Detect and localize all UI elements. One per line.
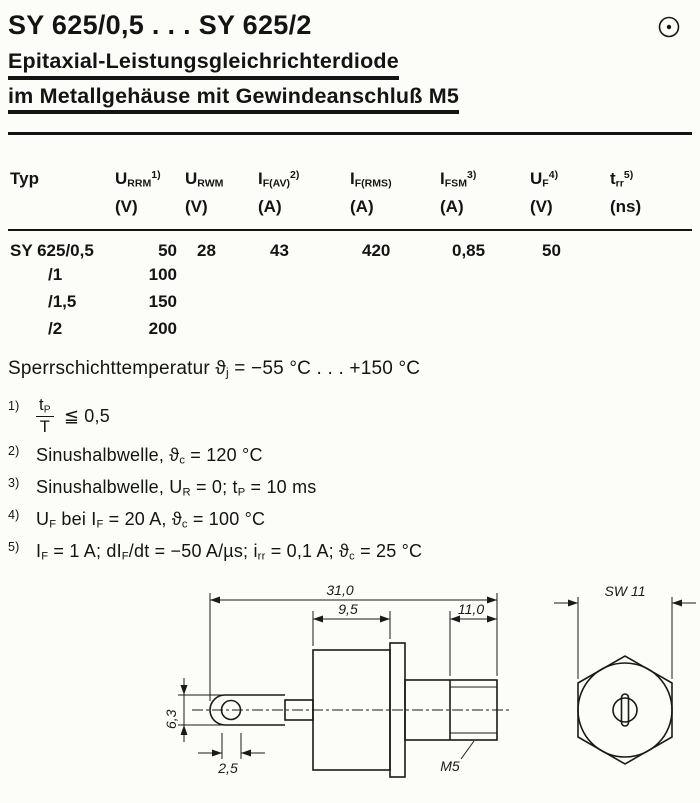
diode-side-view [192,643,512,777]
ratings-table [8,169,692,342]
fraction-denominator: T [39,417,51,436]
circle-dot-icon [656,14,682,45]
trr-value: 50 [542,241,561,260]
center-circle [613,698,637,722]
col-header-trr: $t_{rr}^{5)}$ (ns) [608,169,692,230]
col-header-typ: Typ [8,169,113,230]
thread-size-label: M5 [440,758,460,774]
fraction [36,396,54,437]
subtitle-line-1: Epitaxial-Leistungsgleichrichterdiode [8,51,399,80]
col-header-ifrms: $I_{F(RMS)}$ (A) [348,169,438,230]
col-header-urrm: $U_{RRM}^{1)}$ (V) [113,169,183,230]
typ-cell: SY 625/0,5 [10,241,94,260]
footnote-text: Sinushalbwelle, $U_R = 0$; $t_P = 10$ ms [36,476,317,499]
dim-lug-width-label: 6,3 [163,709,179,729]
dim-hole-diameter-label: 2,5 [218,760,238,776]
hex-outline [578,656,672,764]
footnote-text: $U_F$ bei $I_F = 20$ A, $ϑ_c = 100$ °C [36,508,266,531]
col-header-ifav: $I_{F(AV)}^{2)}$ (A) [256,169,348,230]
footnote-marker: 4) [8,507,20,522]
ifsm-value: 420 [362,241,391,260]
arrowheads [181,597,683,757]
table-row [8,230,692,261]
subtitle [8,51,692,120]
urrm-value: 200 [148,318,177,338]
inscribed-circle [578,663,672,757]
typ-cell: /1 [48,264,63,284]
m5-leader-line [461,741,474,759]
table-header-row [8,169,692,230]
footnote-5 [8,541,692,562]
footnotes [8,396,692,562]
typ-cell: /2 [48,318,63,338]
dim-thread-length-label: 11,0 [457,601,485,617]
dimension-lines [178,593,696,759]
divider-rule [8,132,692,135]
footnote-3 [8,477,692,498]
footnote-1 [8,396,692,437]
dim-total-length-label: 31,0 [326,583,354,598]
typ-cell: /1,5 [48,291,77,311]
footnote-2 [8,445,692,466]
col-header-urwm: $U_{RWM}$ (V) [183,169,256,230]
package-drawing [0,583,700,798]
header [8,6,692,51]
ifav-value: 28 [197,241,216,260]
dim-body-length-label: 9,5 [338,601,358,617]
subtitle-line-2: im Metallgehäuse mit Gewindeanschluß M5 [8,86,459,115]
footnote-marker: 3) [8,475,20,490]
hex-end-view [578,656,672,764]
footnote-text: Sinushalbwelle, $ϑ_c = 120$ °C [36,444,263,467]
ifrms-value: 43 [270,241,289,260]
wrench-size-label: SW 11 [604,583,646,599]
footnote-text: ≦ 0,5 [63,405,110,426]
junction-temperature-line: Sperrschichttemperatur $ϑ_j = -55$ °C . . . +150 °C [8,358,421,380]
urrm-value: 100 [148,264,177,284]
footnote-marker: 2) [8,443,20,458]
technical-drawing-svg [0,583,700,798]
uf-value: 0,85 [452,241,486,260]
footnote-text: $I_F = 1$ A; $dI_F/dt = -50$ A/µs; $i_{rr} = 0,1$ A; $ϑ_c = 25$ °C [36,540,423,563]
fraction-numerator: $t_P$ [36,396,54,417]
page-title: SY 625/0,5 . . . SY 625/2 [8,10,312,40]
footnote-marker: 1) [8,399,20,414]
col-header-uf: $U_F^{4)}$ (V) [528,169,608,230]
urrm-value: 50 [158,241,177,260]
footnote-marker: 5) [8,539,20,554]
urrm-value: 150 [148,291,177,311]
col-header-ifsm: $I_{FSM}^{3)}$ (A) [438,169,528,230]
footnote-4 [8,509,692,530]
